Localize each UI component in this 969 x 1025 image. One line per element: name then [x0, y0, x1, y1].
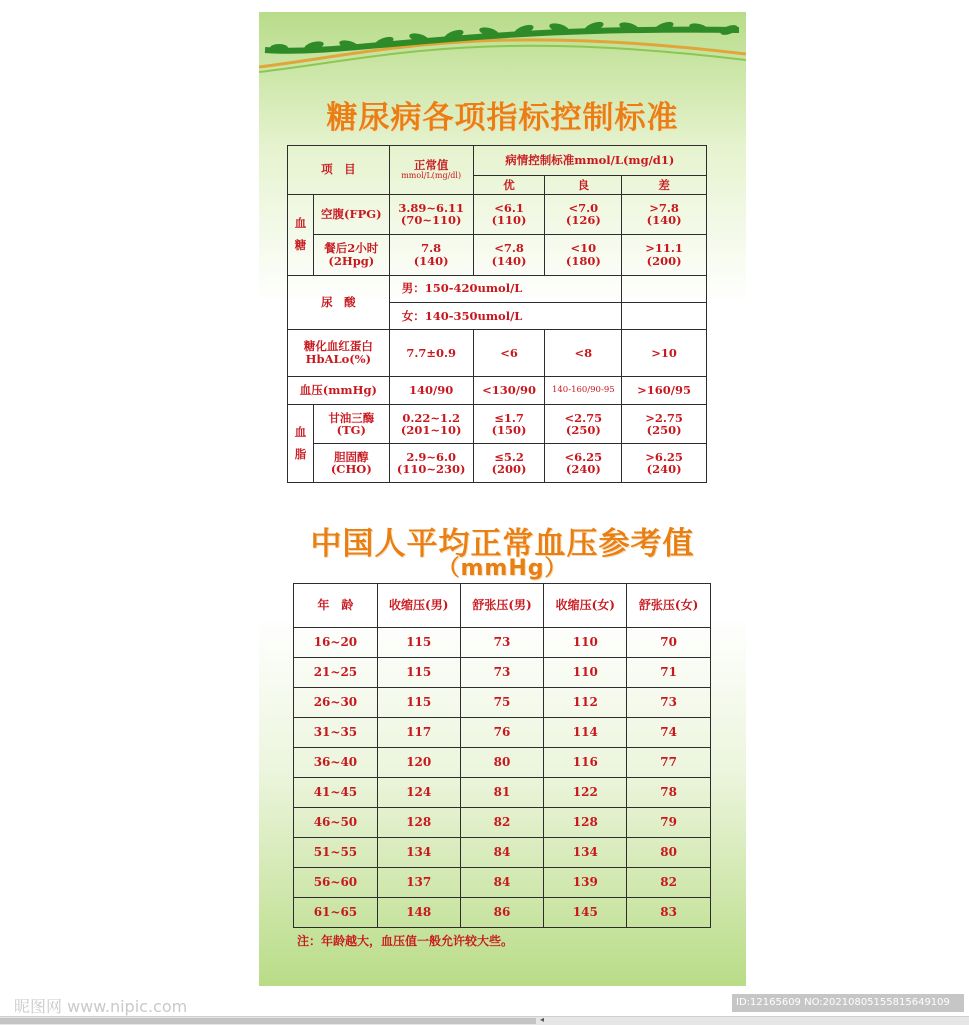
bp-table-row: [294, 808, 711, 838]
bp-cell-age: 21~25: [294, 658, 378, 688]
bp-cell-age: 26~30: [294, 688, 378, 718]
fasting-poor: [622, 194, 707, 234]
site-watermark: 昵图网 www.nipic.com: [14, 997, 188, 1016]
tg-label: [313, 405, 389, 444]
fasting-fair-1: <7.0: [568, 200, 599, 215]
image-id-watermark: ID:12165609 NO:20210805155815649109: [732, 994, 964, 1012]
bp-cell-age: 56~60: [294, 868, 378, 898]
bp-cell-age: 41~45: [294, 778, 378, 808]
cho-good-1: ≤5.2: [494, 449, 524, 464]
tg-fair-2: (250): [565, 423, 601, 438]
tg-label-1: 甘油三酶: [328, 410, 375, 425]
cho-fair-2: (240): [565, 462, 601, 477]
bp-table-row: [294, 898, 711, 928]
bp-table-body: [294, 584, 711, 928]
fasting-fair-2: (126): [565, 213, 601, 228]
hba-good: <6: [473, 330, 545, 377]
header-normal: [389, 146, 473, 195]
bp-cell-male-systolic: 124: [377, 778, 460, 808]
bp-header-female-diastolic: 舒张压(女): [627, 584, 711, 628]
tg-poor-1: >2.75: [645, 410, 683, 425]
lipid-label: [288, 405, 314, 483]
uric-label: 尿 酸: [288, 275, 390, 330]
bp-cell-male-systolic: 120: [377, 748, 460, 778]
cho-fair-1: <6.25: [564, 449, 603, 464]
bp-table-row: [294, 628, 711, 658]
tg-label-2: (TG): [336, 423, 366, 438]
tg-normal-1: 0.22~1.2: [402, 410, 460, 425]
header-poor: 差: [622, 176, 707, 194]
bp-cell-female-diastolic: 83: [627, 898, 711, 928]
bp-cell-age: 61~65: [294, 898, 378, 928]
fasting-fair: [545, 194, 622, 234]
blood-sugar-char-1: 血: [294, 215, 307, 230]
poster-title: 糖尿病各项指标控制标准: [326, 100, 679, 136]
postmeal-fair-2: (180): [565, 253, 601, 268]
scroll-arrow-icon[interactable]: ◂: [540, 1015, 545, 1024]
cho-normal: [389, 444, 473, 483]
fasting-good: [473, 194, 545, 234]
bp-cell-age: 46~50: [294, 808, 378, 838]
bp-cell-male-diastolic: 75: [460, 688, 544, 718]
bp-normal: 140/90: [389, 376, 473, 404]
poster: [259, 12, 746, 986]
bp-cell-male-systolic: 134: [377, 838, 460, 868]
bp-header-male-systolic: 收缩压(男): [377, 584, 460, 628]
uric-female: 女：140-350umol/L: [389, 302, 621, 329]
bp-cell-female-systolic: 122: [544, 778, 627, 808]
lipid-char-1: 血: [294, 424, 307, 439]
bp-table-row: [294, 658, 711, 688]
bp-cell-age: 36~40: [294, 748, 378, 778]
bp-table-row: [294, 688, 711, 718]
diabetes-standards-table: [287, 145, 707, 483]
bp-cell-female-systolic: 145: [544, 898, 627, 928]
postmeal-fair-1: <10: [570, 241, 597, 256]
fasting-label: 空腹(FPG): [313, 194, 389, 234]
hba-label-2: HbALo(%): [305, 351, 372, 366]
uric-male-empty: [622, 275, 707, 302]
bp-cell-male-systolic: 137: [377, 868, 460, 898]
bp-cell-female-systolic: 112: [544, 688, 627, 718]
postmeal-label-1: 餐后2小时: [324, 241, 379, 256]
bp-cell-male-diastolic: 73: [460, 658, 544, 688]
hba-label-1: 糖化血红蛋白: [303, 339, 373, 354]
tg-good: [473, 405, 545, 444]
bp-reference-unit: （mmHg）: [437, 556, 568, 581]
bp-cell-female-diastolic: 79: [627, 808, 711, 838]
bp-cell-age: 31~35: [294, 718, 378, 748]
postmeal-normal-1: 7.8: [421, 241, 442, 256]
blood-sugar-label: [288, 194, 314, 275]
bp-cell-female-diastolic: 78: [627, 778, 711, 808]
vine-decoration: [259, 12, 746, 92]
hba-poor: >10: [622, 330, 707, 377]
bp-cell-female-diastolic: 82: [627, 868, 711, 898]
header-fair: 良: [545, 176, 622, 194]
cho-poor-1: >6.25: [645, 449, 683, 464]
postmeal-poor: [622, 235, 707, 275]
bp-cell-male-systolic: 148: [377, 898, 460, 928]
bp-table-row: [294, 718, 711, 748]
cho-fair: [545, 444, 622, 483]
bp-header-male-diastolic: 舒张压(男): [460, 584, 544, 628]
header-normal-label: 正常值: [413, 158, 449, 173]
postmeal-label: [313, 235, 389, 275]
fasting-good-2: (110): [491, 213, 527, 228]
bp-table-row: [294, 748, 711, 778]
bp-table-row: [294, 778, 711, 808]
bp-cell-age: 51~55: [294, 838, 378, 868]
tg-poor-2: (250): [646, 423, 682, 438]
bp-cell-female-diastolic: 70: [627, 628, 711, 658]
bp-cell-female-diastolic: 71: [627, 658, 711, 688]
bp-cell-female-diastolic: 74: [627, 718, 711, 748]
cho-label-2: (CHO): [330, 462, 372, 477]
cho-good-2: (200): [491, 462, 527, 477]
bp-reference-table: [293, 583, 711, 928]
cho-label-1: 胆固醇: [334, 449, 369, 464]
uric-male: 男：150-420umol/L: [389, 275, 621, 302]
bp-label: 血压(mmHg): [288, 376, 390, 404]
bp-cell-female-diastolic: 73: [627, 688, 711, 718]
hba-fair: <8: [545, 330, 622, 377]
bp-cell-female-systolic: 134: [544, 838, 627, 868]
cho-poor: [622, 444, 707, 483]
header-item: 项 目: [288, 146, 390, 195]
cho-good: [473, 444, 545, 483]
bp-cell-male-diastolic: 80: [460, 748, 544, 778]
bp-header-age: 年 龄: [294, 584, 378, 628]
tg-good-2: (150): [491, 423, 527, 438]
tg-normal-2: (201~10): [400, 423, 462, 438]
bp-cell-age: 16~20: [294, 628, 378, 658]
hba-normal: 7.7±0.9: [389, 330, 473, 377]
fasting-normal-1: 3.89~6.11: [398, 200, 464, 215]
bp-cell-female-diastolic: 80: [627, 838, 711, 868]
bp-poor: >160/95: [622, 376, 707, 404]
bp-cell-male-diastolic: 84: [460, 838, 544, 868]
bp-cell-female-systolic: 116: [544, 748, 627, 778]
bp-table-row: [294, 838, 711, 868]
bp-cell-male-systolic: 117: [377, 718, 460, 748]
postmeal-good-1: <7.8: [494, 241, 524, 256]
note: 注：年龄越大，血压值一般允许较大些。: [297, 934, 514, 948]
fasting-normal: [389, 194, 473, 234]
postmeal-poor-1: >11.1: [645, 241, 683, 256]
bp-cell-male-systolic: 115: [377, 628, 460, 658]
header-control: 病情控制标准mmol/L(mg/d1): [473, 146, 706, 176]
blood-sugar-char-2: 糖: [294, 237, 307, 252]
cho-poor-2: (240): [646, 462, 682, 477]
bp-cell-male-systolic: 128: [377, 808, 460, 838]
fasting-good-1: <6.1: [494, 200, 524, 215]
bp-cell-female-systolic: 128: [544, 808, 627, 838]
bp-cell-male-diastolic: 73: [460, 628, 544, 658]
tg-poor: [622, 405, 707, 444]
cho-normal-1: 2.9~6.0: [406, 449, 456, 464]
bp-cell-male-systolic: 115: [377, 658, 460, 688]
postmeal-fair: [545, 235, 622, 275]
lipid-char-2: 脂: [294, 446, 307, 461]
header-good: 优: [473, 176, 545, 194]
uric-female-empty: [622, 302, 707, 329]
bp-cell-male-systolic: 115: [377, 688, 460, 718]
bp-cell-male-diastolic: 82: [460, 808, 544, 838]
bp-header-female-systolic: 收缩压(女): [544, 584, 627, 628]
bp-cell-female-systolic: 110: [544, 628, 627, 658]
bp-cell-male-diastolic: 76: [460, 718, 544, 748]
fasting-poor-1: >7.8: [649, 200, 679, 215]
cho-normal-2: (110~230): [396, 462, 466, 477]
tg-fair: [545, 405, 622, 444]
fasting-normal-2: (70~110): [400, 213, 462, 228]
postmeal-normal: [389, 235, 473, 275]
postmeal-good-2: (140): [491, 253, 527, 268]
bp-fair: 140-160/90-95: [545, 376, 622, 404]
bp-reference-title: 中国人平均正常血压参考值: [310, 526, 695, 562]
bp-cell-female-systolic: 114: [544, 718, 627, 748]
tg-fair-1: <2.75: [564, 410, 603, 425]
postmeal-normal-2: (140): [413, 253, 449, 268]
fasting-poor-2: (140): [646, 213, 682, 228]
bp-cell-male-diastolic: 86: [460, 898, 544, 928]
bp-cell-male-diastolic: 81: [460, 778, 544, 808]
tg-normal: [389, 405, 473, 444]
bp-cell-female-systolic: 110: [544, 658, 627, 688]
hba-label: [288, 330, 390, 377]
scrollbar-thumb[interactable]: [0, 1018, 536, 1024]
bp-good: <130/90: [473, 376, 545, 404]
postmeal-good: [473, 235, 545, 275]
tg-good-1: ≤1.7: [494, 410, 524, 425]
bp-cell-female-systolic: 139: [544, 868, 627, 898]
postmeal-poor-2: (200): [646, 253, 682, 268]
cho-label: [313, 444, 389, 483]
header-normal-unit: mmol/L(mg/dl): [401, 170, 462, 180]
postmeal-label-2: (2Hpg): [328, 253, 375, 268]
bp-table-row: [294, 868, 711, 898]
bp-cell-female-diastolic: 77: [627, 748, 711, 778]
bp-cell-male-diastolic: 84: [460, 868, 544, 898]
